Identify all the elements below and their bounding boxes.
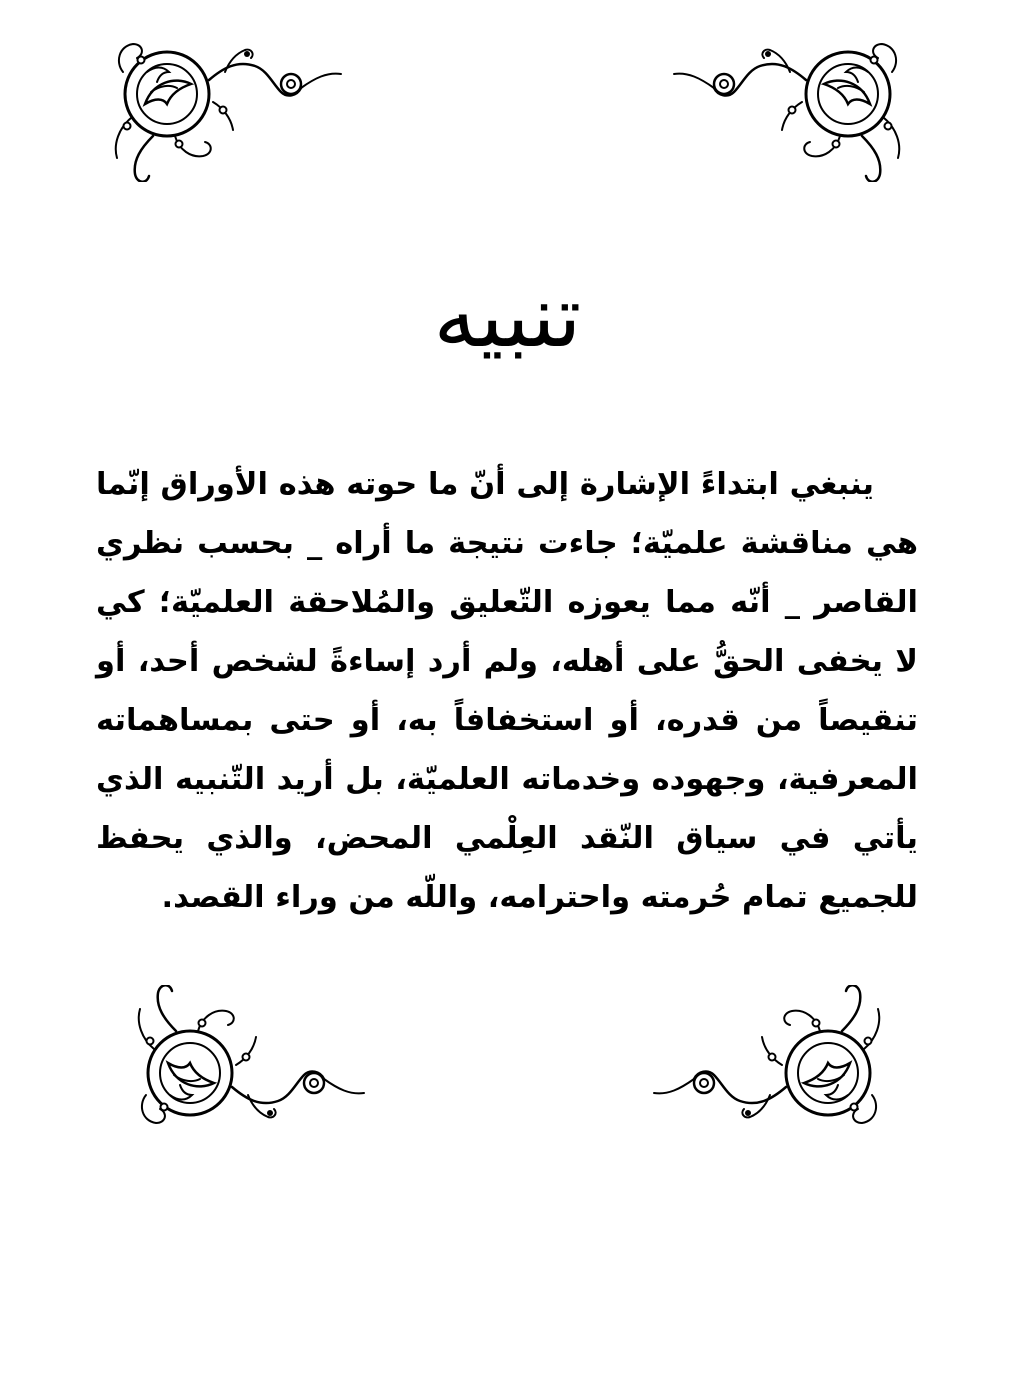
floral-corner-ornament-icon (128, 985, 368, 1135)
notice-paragraph: ينبغي ابتداءً الإشارة إلى أنّ ما حوته هذه الأوراق إنّما هي مناقشة علميّة؛ جاءت نتيجة ما أراه _ بحسب نظري القاصر _ أنّه مما يعوزه التّعليق والمُلاحقة العلميّة؛ كي لا يخفى الحقُّ على أهله، ولم أرد إساءةً لشخص أحد، أو تنقيصاً من قدره، أو استخفافاً به، أو حتى بمساهماته المعرفية، وجهوده وخدماته العلميّة، بل أريد التّنبيه الذي يأتي في سياق النّقد العِلْمي المحض، والذي يحفظ للجميع تمام حُرمته واحترامه، واللّه من وراء القصد. (96, 467, 918, 915)
ornament-bottom-left (128, 985, 368, 1135)
ornament-bottom-right (650, 985, 890, 1135)
floral-corner-ornament-icon (670, 32, 910, 182)
page-title: تنبيه (433, 267, 582, 367)
ornament-top-left (105, 32, 345, 182)
floral-corner-ornament-icon (650, 985, 890, 1135)
ornament-top-right (670, 32, 910, 182)
floral-corner-ornament-icon (105, 32, 345, 182)
